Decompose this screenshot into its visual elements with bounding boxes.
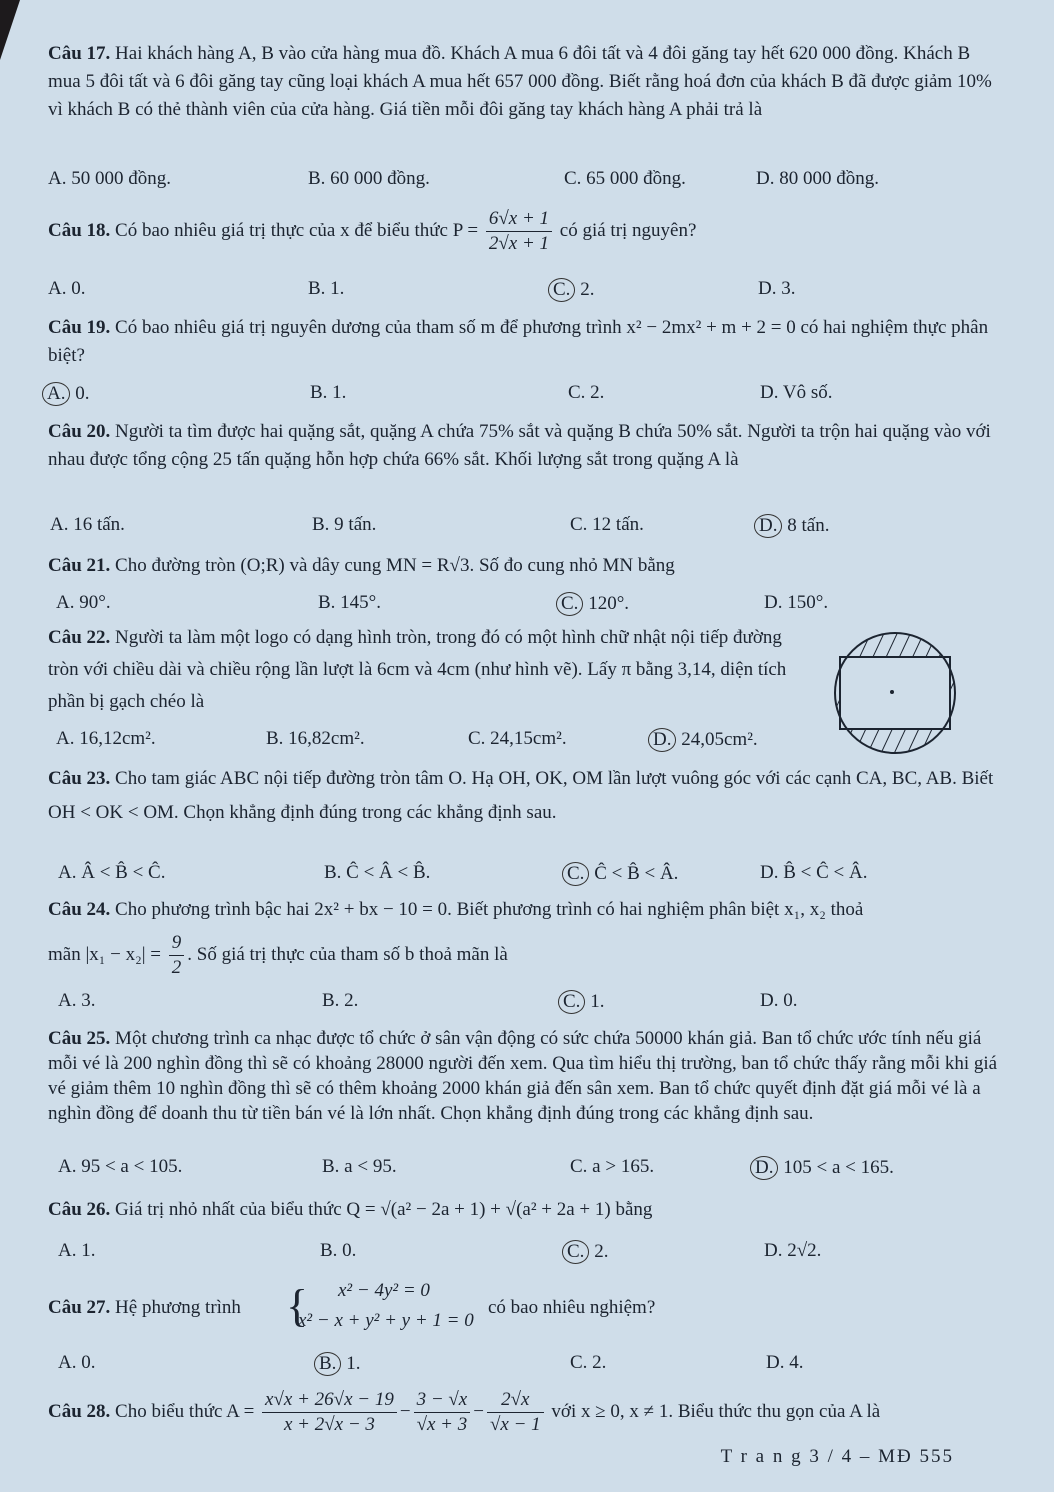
question-22 — [48, 622, 808, 718]
option-b — [320, 1352, 360, 1376]
question-text: Người ta làm một logo có dạng hình tròn, trong đó có một hình chữ nhật nội tiếp đường tròn với chiều dài và chiều rộng lần lượt là 6cm và 4cm (như hình vẽ). Lấy π bằng 3,14, diện tích phần bị gạch chéo là — [48, 627, 787, 712]
option-a — [48, 382, 89, 406]
question-23 — [48, 762, 998, 830]
question-text: Cho đường tròn (O;R) và dây cung MN = R√3. Số đo cung nhỏ MN bằng — [115, 555, 675, 576]
option-b: B. 60 000 đồng. — [308, 168, 430, 189]
option-value: 1. — [346, 1353, 361, 1374]
option-b: B. 0. — [320, 1240, 357, 1261]
question-label: Câu 25. — [48, 1028, 111, 1049]
question-lead — [48, 1294, 241, 1322]
question-text: Cho phương trình bậc hai 2x² + bx − 10 = 0. Biết phương trình có hai nghiệm phân biệt x₁, x₂ thoả — [115, 899, 864, 920]
question-label: Câu 23. — [48, 768, 111, 789]
fraction-2 — [414, 1388, 471, 1437]
option-b: B. 2. — [322, 990, 359, 1011]
numerator: 2√x — [487, 1388, 544, 1413]
question-tail: với x ≥ 0, x ≠ 1. Biểu thức thu gọn của A là — [551, 1401, 881, 1422]
answer-circle: C. — [556, 592, 583, 616]
system-brace: { — [286, 1280, 309, 1331]
option-value: 0. — [75, 383, 90, 404]
option-b: B. 1. — [310, 382, 347, 403]
question-20 — [48, 418, 998, 474]
options-20 — [48, 514, 998, 544]
denominator: x + 2√x − 3 — [283, 1414, 375, 1436]
option-b: B. a < 95. — [322, 1156, 397, 1177]
question-label: Câu 18. — [48, 220, 111, 241]
question-text: . Số giá trị thực của tham số b thoả mãn là — [187, 944, 508, 965]
fraction — [486, 207, 552, 256]
equation-2: x² − x + y² + y + 1 = 0 — [298, 1310, 474, 1331]
option-a: A. 16,12cm². — [56, 728, 156, 749]
question-text: Cho biểu thức A = — [115, 1401, 255, 1422]
option-b: B. 16,82cm². — [266, 728, 365, 749]
option-c — [562, 592, 629, 616]
option-d: D. B̂ < Ĉ < Â. — [760, 862, 868, 883]
question-27 — [48, 1278, 998, 1338]
answer-circle: C. — [548, 278, 575, 302]
numerator: 3 − √x — [414, 1388, 471, 1413]
option-d — [654, 728, 758, 752]
question-28: Câu 28. Cho biểu thức A = $\frac{x√x + 26√x - 19}{x + 2√x - 3}$ − $\frac{3 - √x}{√x + 3}$ − $\frac{2√x}{√x - 1}$ với x ≥ 0, x ≠ 1. Biểu thức thu gọn của A là — [48, 1389, 881, 1436]
question-text: Có bao nhiêu giá trị nguyên dương của tham số m để phương trình x² − 2mx² + m + 2 = 0 có hai nghiệm thực phân biệt? — [48, 317, 989, 366]
option-b: B. Ĉ < Â < B̂. — [324, 862, 431, 883]
question-text: Cho tam giác ABC nội tiếp đường tròn tâm O. Hạ OH, OK, OM lần lượt vuông góc với các cạnh CA, BC, AB. Biết OH < OK < OM. Chọn khẳng định đúng trong các khẳng định sau. — [48, 768, 994, 823]
question-label: Câu 19. — [48, 317, 111, 338]
options-25 — [48, 1156, 998, 1186]
option-a: A. 1. — [58, 1240, 96, 1261]
option-a: A. 3. — [58, 990, 96, 1011]
option-value: 2. — [580, 279, 595, 300]
question-text: mãn |x₁ − x₂| = — [48, 944, 161, 965]
question-text: Hệ phương trình — [115, 1297, 241, 1318]
equation-1: x² − 4y² = 0 — [338, 1280, 430, 1301]
question-text: Người ta tìm được hai quặng sắt, quặng A chứa 75% sắt và quặng B chứa 50% sắt. Người ta trộn hai quặng vào với nhau được tổng cộng 25 tấn quặng hỗn hợp chứa 66% sắt. Khối lượng sắt trong quặng A là — [48, 421, 991, 470]
question-text: Hai khách hàng A, B vào cửa hàng mua đồ. Khách A mua 6 đôi tất và 4 đôi găng tay hết 620 000 đồng. Khách B mua 5 đôi tất và 6 đôi găng tay cũng loại khách A mua hết 657 000 đồng. Biết rằng hoá đơn của khách B đã được giảm 10% vì khách B có thẻ thành viên của cửa hàng. Giá tiền mỗi đôi găng tay khách hàng A phải trả là — [48, 43, 992, 120]
denominator: 2√x + 1 — [488, 233, 550, 255]
option-c: C. 24,15cm². — [468, 728, 567, 749]
option-value: 24,05cm². — [681, 729, 758, 750]
option-value: 105 < a < 165. — [783, 1157, 894, 1178]
answer-circle: C. — [562, 862, 589, 886]
question-label: Câu 20. — [48, 421, 111, 442]
option-d: D. 3. — [758, 278, 796, 299]
numerator: 9 — [169, 931, 185, 956]
option-c: C. 2. — [570, 1352, 607, 1373]
denominator: √x + 3 — [416, 1414, 468, 1436]
options-24 — [48, 990, 998, 1020]
question-26 — [48, 1196, 998, 1224]
option-d: D. 150°. — [764, 592, 829, 613]
fraction-1 — [262, 1388, 397, 1437]
answer-circle: C. — [558, 990, 585, 1014]
option-a: A. 90°. — [56, 592, 111, 613]
option-b: B. 1. — [308, 278, 345, 299]
answer-circle: D. — [648, 728, 676, 752]
question-label: Câu 22. — [48, 627, 111, 648]
options-19 — [48, 382, 998, 412]
photo-corner-shadow — [0, 0, 20, 60]
fraction — [169, 931, 185, 980]
option-d: D. Vô số. — [760, 382, 833, 403]
page-footer: T r a n g 3 / 4 – MĐ 555 — [720, 1446, 954, 1467]
option-c: C. 65 000 đồng. — [564, 168, 686, 189]
fraction-3 — [487, 1388, 544, 1437]
option-value: 1. — [590, 991, 605, 1012]
option-c: C. 12 tấn. — [570, 514, 644, 535]
question-25 — [48, 1026, 998, 1126]
option-d: D. 0. — [760, 990, 798, 1011]
question-21 — [48, 552, 998, 580]
option-a: A. 0. — [58, 1352, 96, 1373]
option-d — [760, 514, 829, 538]
option-c — [568, 1240, 608, 1264]
answer-circle: C. — [562, 1240, 589, 1264]
option-c — [568, 862, 678, 886]
option-b: B. 9 tấn. — [312, 514, 377, 535]
question-tail: có giá trị nguyên? — [559, 220, 697, 241]
options-26 — [48, 1240, 998, 1270]
question-24-line2 — [48, 930, 998, 980]
question-text: Một chương trình ca nhạc được tổ chức ở sân vận động có sức chứa 50000 khán giả. Ban tổ chức ước tính nếu giá mỗi vé là 200 nghìn đồng thì sẽ có khoảng 28000 người đến xem. Qua tìm hiểu thị trường, ban tổ chức thấy rằng mỗi khi giá vé giảm thêm 10 nghìn đồng thì sẽ có thêm khoảng 2000 khán giả đến sân xem. Ban tổ chức quyết định đặt giá mỗi vé là a nghìn đồng để doanh thu từ tiền bán vé là lớn nhất. Chọn khẳng định đúng trong các khẳng định sau. — [48, 1028, 998, 1124]
denominator: √x − 1 — [489, 1414, 541, 1436]
options-18 — [48, 278, 998, 308]
hatched-region — [832, 630, 958, 756]
option-c — [564, 990, 604, 1014]
option-a: A. 16 tấn. — [50, 514, 125, 535]
answer-circle: B. — [314, 1352, 341, 1376]
option-a: A. 50 000 đồng. — [48, 168, 171, 189]
option-c: C. 2. — [568, 382, 605, 403]
options-21 — [48, 592, 998, 622]
question-24 — [48, 896, 998, 924]
option-d: D. 4. — [766, 1352, 804, 1373]
question-label: Câu 27. — [48, 1297, 111, 1318]
answer-circle: A. — [42, 382, 70, 406]
question-label: Câu 17. — [48, 43, 111, 64]
question-label: Câu 21. — [48, 555, 111, 576]
question-18 — [48, 206, 998, 256]
answer-circle: D. — [754, 514, 782, 538]
question-text: Có bao nhiêu giá trị thực của x để biểu thức P = — [115, 220, 479, 241]
option-c — [554, 278, 594, 302]
option-value: 120°. — [588, 593, 630, 614]
question-label: Câu 24. — [48, 899, 111, 920]
option-d — [756, 1156, 894, 1180]
options-23 — [48, 862, 998, 892]
options-27 — [48, 1352, 998, 1382]
option-a: A. 0. — [48, 278, 86, 299]
denominator: 2 — [171, 957, 182, 979]
question-label: Câu 28. — [48, 1401, 111, 1422]
option-value: 2. — [594, 1241, 609, 1262]
question-text: Giá trị nhỏ nhất của biểu thức Q = √(a² − 2a + 1) + √(a² + 2a + 1) bằng — [115, 1199, 653, 1220]
option-a: A. Â < B̂ < Ĉ. — [58, 862, 166, 883]
question-19 — [48, 314, 998, 370]
numerator: x√x + 26√x − 19 — [262, 1388, 397, 1413]
option-b: B. 145°. — [318, 592, 382, 613]
center-point — [890, 690, 894, 694]
option-value: Ĉ < B̂ < Â. — [594, 863, 679, 884]
option-d: D. 2√2. — [764, 1240, 822, 1261]
answer-circle: D. — [750, 1156, 778, 1180]
options-17 — [48, 168, 998, 198]
question-label: Câu 26. — [48, 1199, 111, 1220]
option-d: D. 80 000 đồng. — [756, 168, 879, 189]
option-value: 8 tấn. — [787, 515, 830, 536]
question-tail: có bao nhiêu nghiệm? — [488, 1297, 656, 1318]
option-a: A. 95 < a < 105. — [58, 1156, 183, 1177]
option-c: C. a > 165. — [570, 1156, 655, 1177]
question-17 — [48, 40, 998, 124]
numerator: 6√x + 1 — [486, 207, 552, 232]
logo-figure — [832, 630, 958, 756]
